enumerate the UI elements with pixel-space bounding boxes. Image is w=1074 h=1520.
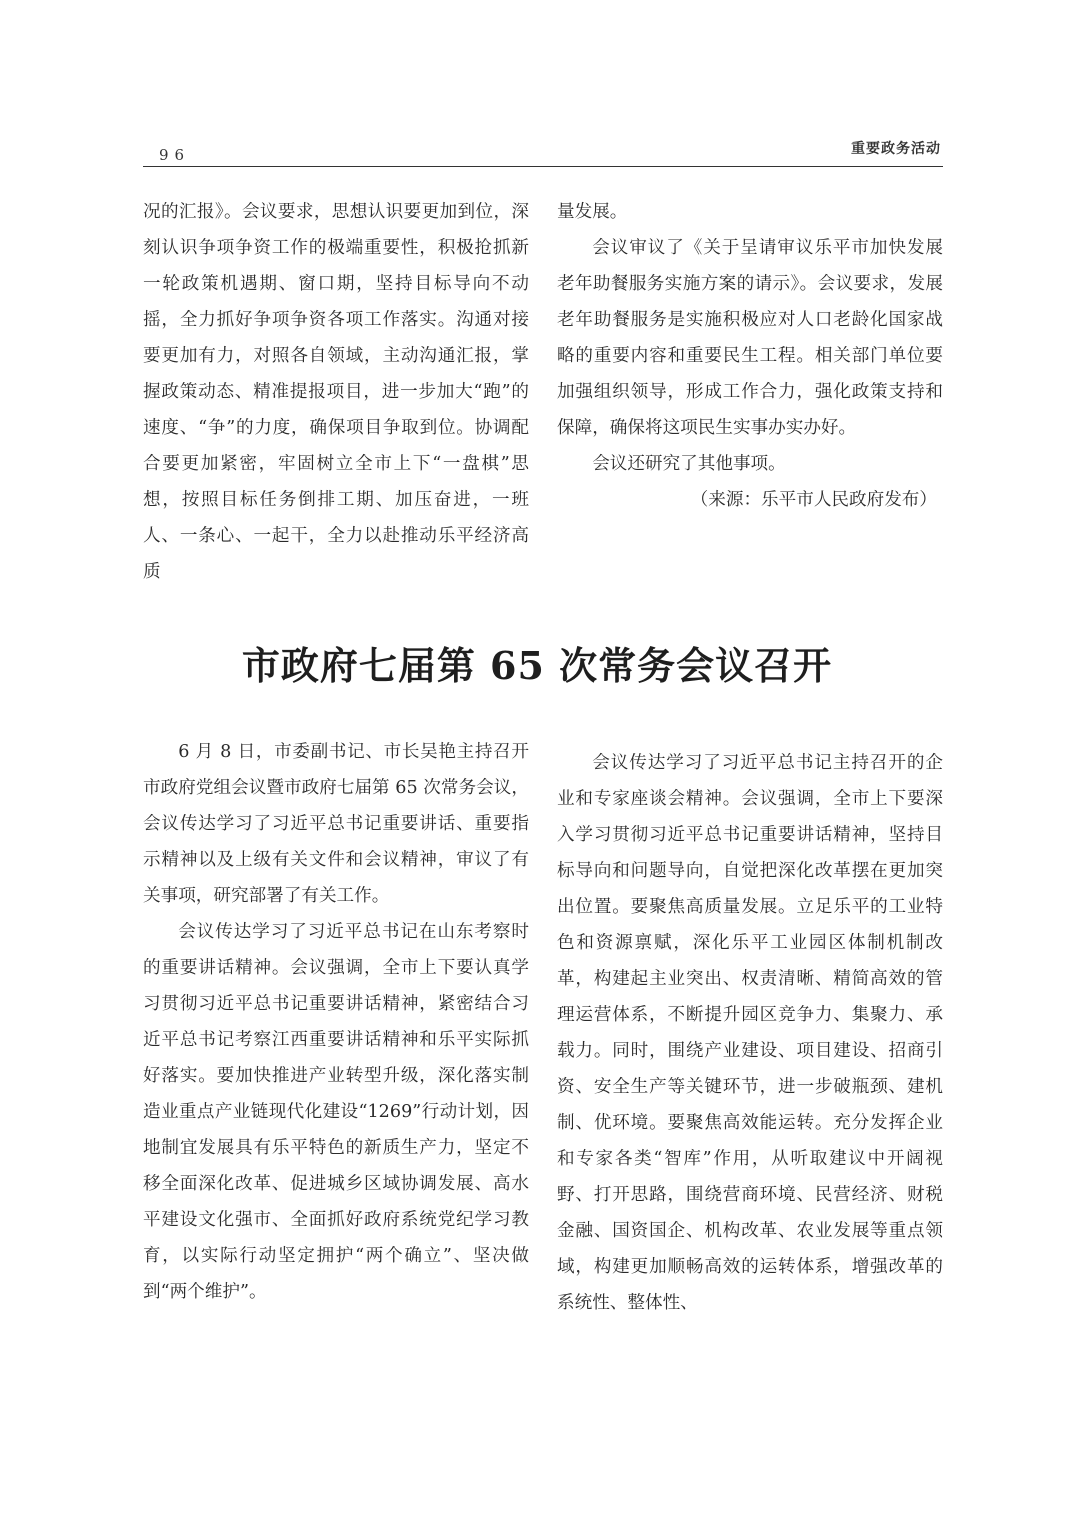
prev-article-left-column (143, 194, 529, 590)
article-left-column (143, 734, 529, 1310)
prev-article-paragraph: 况的汇报》。会议要求，思想认识要更加到位，深刻认识争项争资工作的极端重要性，积极抢抓新一轮政策机遇期、窗口期，坚持目标导向不动摇，全力抓好争项争资各项工作落实。沟通对接要更加有力，对照各自领域，主动沟通汇报，掌握政策动态、精准提报项目，进一步加大“跑”的速度、“争”的力度，确保项目争取到位。协调配合要更加紧密，牢固树立全市上下“一盘棋”思想，按照目标任务倒排工期、加压奋进，一班人、一条心、一起干，全力以赴推动乐平经济高质 (143, 202, 529, 582)
prev-article-paragraph: 会议还研究了其他事项。 (592, 454, 786, 474)
page-number: 96 (159, 146, 191, 164)
page-header (143, 138, 943, 167)
section-title: 重要政务活动 (851, 141, 941, 157)
article-source: （来源：乐平市人民政府发布） (690, 490, 937, 510)
prev-article-right-column (557, 194, 943, 518)
article-right-column (557, 745, 943, 1321)
article-paragraph: 会议传达学习了习近平总书记在山东考察时的重要讲话精神。会议强调，全市上下要认真学习贯彻习近平总书记重要讲话精神，紧密结合习近平总书记考察江西重要讲话精神和乐平实际抓好落实。要加快推进产业转型升级，深化落实制造业重点产业链现代化建设“1269”行动计划，因地制宜发展具有乐平特色的新质生产力，坚定不移全面深化改革、促进城乡区域协调发展、高水平建设文化强市、全面抓好政府系统党纪学习教育，以实际行动坚定拥护“两个确立”、坚决做到“两个维护”。 (143, 922, 529, 1302)
article-paragraph: 6 月 8 日，市委副书记、市长吴艳主持召开市政府党组会议暨市政府七届第 65 次常务会议，会议传达学习了习近平总书记重要讲话、重要指示精神以及上级有关文件和会议精神，审议了有关事项，研究部署了有关工作。 (143, 742, 529, 906)
prev-article-paragraph: 会议审议了《关于呈请审议乐平市加快发展老年助餐服务实施方案的请示》。会议要求，发展老年助餐服务是实施积极应对人口老龄化国家战略的重要内容和重要民生工程。相关部门单位要加强组织领导，形成工作合力，强化政策支持和保障，确保将这项民生实事办实办好。 (557, 238, 943, 438)
article-title: 市政府七届第 65 次常务会议召开 (241, 643, 833, 688)
prev-article-continuation: 量发展。 (557, 202, 628, 222)
article-paragraph: 会议传达学习了习近平总书记主持召开的企业和专家座谈会精神。会议强调，全市上下要深入学习贯彻习近平总书记重要讲话精神，坚持目标导向和问题导向，自觉把深化改革摆在更加突出位置。要聚焦高质量发展。立足乐平的工业特色和资源禀赋，深化乐平工业园区体制机制改革，构建起主业突出、权责清晰、精简高效的管理运营体系，不断提升园区竞争力、集聚力、承载力。同时，围绕产业建设、项目建设、招商引资、安全生产等关键环节，进一步破瓶颈、建机制、优环境。要聚焦高效能运转。充分发挥企业和专家各类“智库”作用，从听取建议中开阔视野、打开思路，围绕营商环境、民营经济、财税金融、国资国企、机构改革、农业发展等重点领域，构建更加顺畅高效的运转体系，增强改革的系统性、整体性、 (557, 753, 943, 1313)
